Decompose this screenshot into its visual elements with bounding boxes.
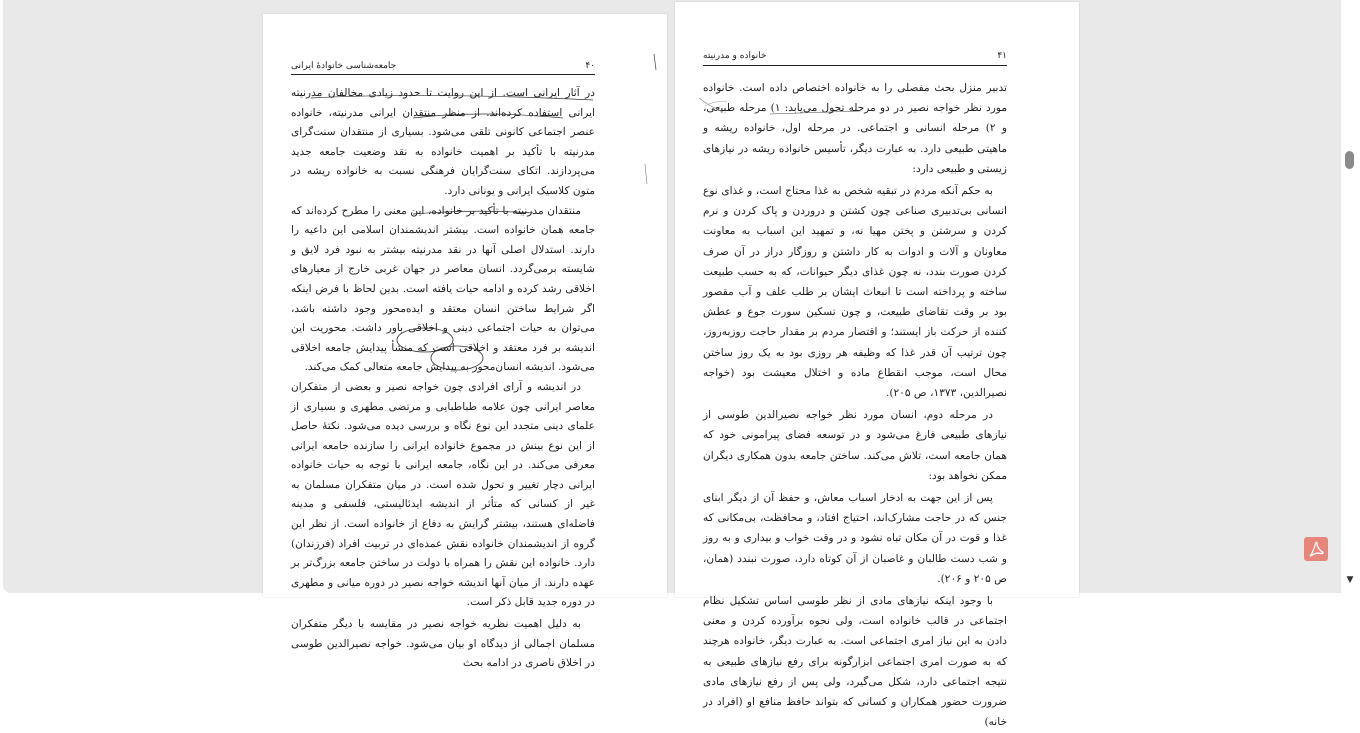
page-41 [675, 2, 1079, 729]
paragraph: تدبیر منزل بحث مفصلی را به خانواده اختصاص داده است. خانواده مورد نظر خواجه نصیر در دو مرحله تحول می‌یابد: ۱) مرحله طبیعی، و ۲) مرحله انسانی و اجتماعی. در مرحله اول، خانواده ریشه و ماهیتی طبیعی دارد. به عبارت دیگر، تأسیس خانواده ریشه در نیازهای زیستی و طبیعی دارد: [703, 82, 1008, 175]
paragraph: در آثار ایرانی است. از این روایت تا حدود زیادی مخالفان مدرنیته ایرانی استفاده کرده‌اند. از منظر منتقدان ایرانی مدرنیته، خانواده عنصر اجتماعی کانونی تلقی می‌شود. بسیاری از منتقدان سنت‌گرای مدرنیته با تأکید بر اهمیت خانواده به نقد وضعیت جامعه جدید می‌پردازند. اتکای سنت‌گرایان فرهنگی نسبت به خانواده ریشه در متون کلاسیک ایرانی و یونانی دارد. [291, 87, 595, 197]
vertical-scrollbar[interactable] [1341, 0, 1360, 597]
scroll-down-arrow-icon[interactable]: ▼ [1346, 575, 1354, 585]
paragraph: به دلیل اهمیت نظریه خواجه نصیر در مقایسه با دیگر متفکران مسلمان اجمالی از دیدگاه او بیان می‌شود. خواجه نصیرالدین طوسی در اخلاق ناصری در ادامه بحث [291, 618, 595, 670]
paragraph: در مرحله دوم، انسان مورد نظر خواجه نصیرالدین طوسی از نیازهای طبیعی فارغ می‌شود و در توسعه فضای پیرامونی خود که همان جامعه است، تلاش می‌کند. ساختن جامعه بدون همکاری دیگران ممکن نخواهد بود: [703, 409, 1007, 482]
block-quote: به حکم آنکه مردم در تبقیه شخص به غذا محتاج است، و غذای نوع انسانی بی‌تدبیری صناعی چون کشتن و دروردن و پاک کردن و نرم کردن و سرشتن و پختن مهیا نه، و تمهید این اسباب به معاونت معاونان و آلات و ادوات به کار داشتن و روزگار دراز در آن صرف کردن صورت بندد، نه چون غذای دیگر حیوانات، که به حسب طبیعت ساخته و پرداخته است تا انبعاث ایشان بر طلب علف و آب مقصور بود بر وقت تقاضای طبیعت، و چون تسکین سورت جوع و عطش کننده از حرکت باز ایستند؛ و اقتصار مردم بر مقدار حاجت روزبه‌روز، چون ترتیب آن قدر غذا که وظیفه هر روزی بود به یک روز ساختن محال است، موجب انقطاع ماده و اختلال معیشت بود (خواجه نصیرالدین، ۱۳۷۳، ص ۲۰۵). [703, 185, 1007, 400]
page-header [291, 60, 595, 72]
page-40 [263, 14, 667, 670]
page-body [291, 84, 595, 674]
running-head: جامعه‌شناسی خانوادهٔ ایرانی [291, 61, 397, 71]
header-rule [703, 65, 1007, 66]
paragraph: در اندیشه و آرای افرادی چون خواجه نصیر و بعضی از متفکران معاصر ایرانی چون علامه طباطبایی و مرتضی مطهری و بسیاری از علمای دینی متجدد این نوع نگاه و بررسی دیده می‌شود. نکتهٔ حاصل از این نوع بینش در مجموع خانواده ایرانی را سازنده جامعه ایرانی معرفی می‌کند. در این نگاه، جامعه ایرانی با توجه به حیات خانواده ایرانی دچار تغییر و تحول شده است. در میان متفکران مسلمان به غیر از کسانی که متأثر از اندیشه ایدئالیستی، فلسفی و مدینه فاضله‌ای هستند، بیشتر گرایش به دفاع از خانواده است. از نظر این گروه از اندیشمندان خانواده نقش عمده‌ای در تربیت افراد (فرزندان) دارد. خانواده این نقش را همراه با دولت در ساختن جامعه بزرگ‌تر بر عهده دارند. از میان آنها اندیشه خواجه نصیر در دوره میانی و مطهری در دوره جدید قابل ذکر است. [291, 380, 595, 609]
page-body [703, 78, 1007, 733]
document-canvas[interactable] [3, 0, 1341, 729]
scroll-thumb[interactable] [1345, 151, 1354, 169]
page-number: ۴۰ [585, 61, 595, 71]
header-rule [291, 74, 595, 75]
paragraph: منتقدان مدرنیته با تأکید بر خانواده، این معنی را مطرح کرده‌اند که جامعه همان خانواده است. بیشتر اندیشمندان اسلامی این داعیه را دارند. استدلال اصلی آنها در نقد مدرنیته بیشتر به نبود فرد لایق و شایسته برمی‌گردد. انسان معاصر در جهان غربی خارج از معیارهای اخلاقی رشد کرده و ادامه حیات یافته است. بدین لحاظ با فرض اینکه اگر شرایط ساختن انسان معتقد و ایده‌محور وجود داشته باشد، می‌توان به حیات اجتماعی دینی و اخلاقی باور داشت. محوریت این اندیشه بر فرد معتقد و اخلاقی است که منشأ پیدایش جامعه اخلاقی می‌شود. اندیشه انسان‌محور به پیدایش جامعه متعالی کمک می‌کند. [291, 204, 595, 374]
paragraph: با وجود اینکه نیازهای مادی از نظر طوسی اساس تشکیل نظام اجتماعی در قالب خانواده است، ولی نحوه برآورده کردن و معنی دادن به این نیاز امری اجتماعی است. به عبارت دیگر، خانواده هرچند که به صورت امری اجتماعی ابزارگونه برای رفع نیازهای طبیعی به نتیجه اجتماعی دارد، شکل می‌گیرد، ولی پس از رفع نیازهای مادی ضرورت حضور همکاران و کسانی که بتواند حافظ منافع او (افراد در خانه) [703, 595, 1007, 729]
running-head: خانواده و مدرنیته [703, 51, 767, 61]
block-quote: پس از این جهت به ادخار اسباب معاش، و حفظ آن از دیگر ابنای جنس که در حاجت مشارک‌اند، احتیاج افتاد، و محافظت، بی‌مکانی که غذا و قوت در آن مکان تباه نشود و در وقت خواب و بیداری و به روز و شب دست طالبان و غاصبان از آن کوتاه دارد، صورت نبندد (همان، ص ۲۰۵ و ۲۰۶). [703, 492, 1007, 585]
page-header [703, 50, 1007, 62]
page-number: ۴۱ [997, 51, 1007, 61]
pdf-acrobat-icon[interactable] [1304, 537, 1328, 561]
